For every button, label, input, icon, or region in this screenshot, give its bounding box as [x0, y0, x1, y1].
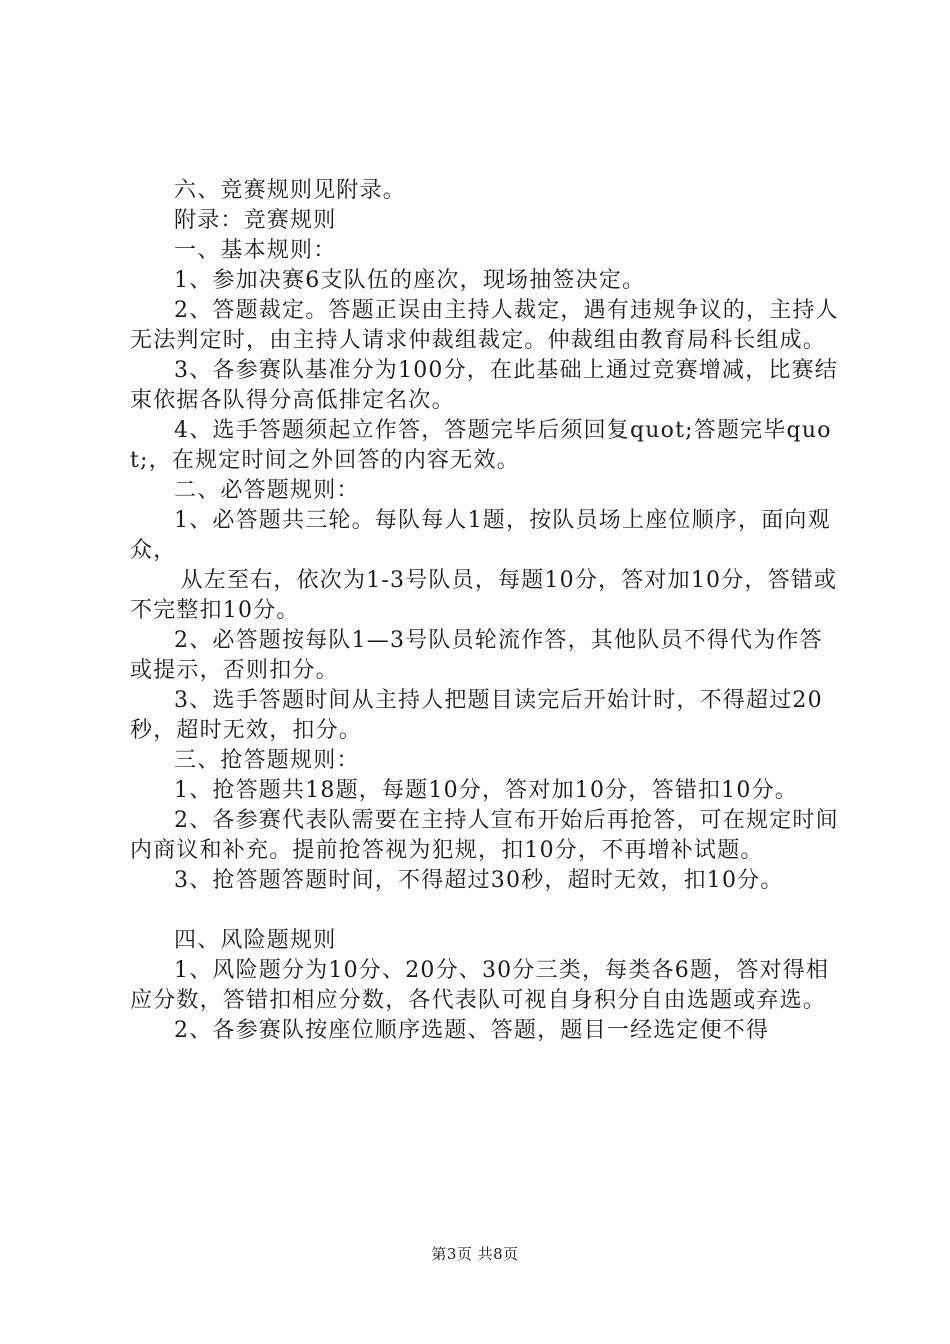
paragraph-risk-rule-2: 2、各参赛队按座位顺序选题、答题，题目一经选定便不得 [174, 1018, 770, 1043]
paragraph-buzzer-rule-2: 2、各参赛代表队需要在主持人宣布开始后再抢答，可在规定时间内商议和补充。提前抢答视为犯规，扣10分，不再增补试题。 [130, 808, 839, 863]
paragraph-required-rule-2: 2、必答题按每队1—3号队员轮流作答，其他队员不得代为作答或提示，否则扣分。 [130, 628, 823, 683]
paragraph-buzzer-rule-1: 1、抢答题共18题，每题10分，答对加10分，答错扣10分。 [174, 778, 798, 803]
paragraph-required-rule-1-cont: 从左至右，依次为1-3号队员，每题10分，答对加10分，答错或不完整扣10分。 [130, 568, 838, 623]
paragraph-basic-rule-1: 1、参加决赛6支队伍的座次，现场抽签决定。 [174, 268, 646, 293]
paragraph-section-6: 六、竞赛规则见附录。 [174, 178, 407, 203]
paragraph-appendix-title: 附录：竞赛规则 [174, 208, 337, 233]
paragraph-required-rule-1: 1、必答题共三轮。每队每人1题，按队员场上座位顺序，面向观众， [130, 508, 831, 563]
heading-required-rules: 二、必答题规则： [174, 478, 360, 503]
heading-risk-rules: 四、风险题规则 [174, 928, 337, 953]
page-number-footer: 第3页 共8页 [431, 1245, 519, 1263]
heading-basic-rules: 一、基本规则： [174, 238, 337, 263]
paragraph-basic-rule-2: 2、答题裁定。答题正误由主持人裁定，遇有违规争议的，主持人无法判定时，由主持人请求仲裁组裁定。仲裁组由教育局科长组成。 [130, 298, 839, 353]
document-body [130, 176, 840, 1046]
heading-buzzer-rules: 三、抢答题规则： [174, 748, 360, 773]
paragraph-basic-rule-3: 3、各参赛队基准分为100分，在此基础上通过竞赛增减，比赛结束依据各队得分高低排定名次。 [130, 358, 838, 413]
paragraph-buzzer-rule-3: 3、抢答题答题时间，不得超过30秒，超时无效，扣10分。 [174, 868, 784, 893]
paragraph-basic-rule-4: 4、选手答题须起立作答，答题完毕后须回复quot;答题完毕quot;，在规定时间之外回答的内容无效。 [130, 418, 832, 473]
paragraph-required-rule-3: 3、选手答题时间从主持人把题目读完后开始计时，不得超过20秒，超时无效，扣分。 [130, 688, 823, 743]
paragraph-risk-rule-1: 1、风险题分为10分、20分、30分三类，每类各6题，答对得相应分数，答错扣相应分数，各代表队可视自身积分自由选题或弃选。 [130, 958, 830, 1013]
